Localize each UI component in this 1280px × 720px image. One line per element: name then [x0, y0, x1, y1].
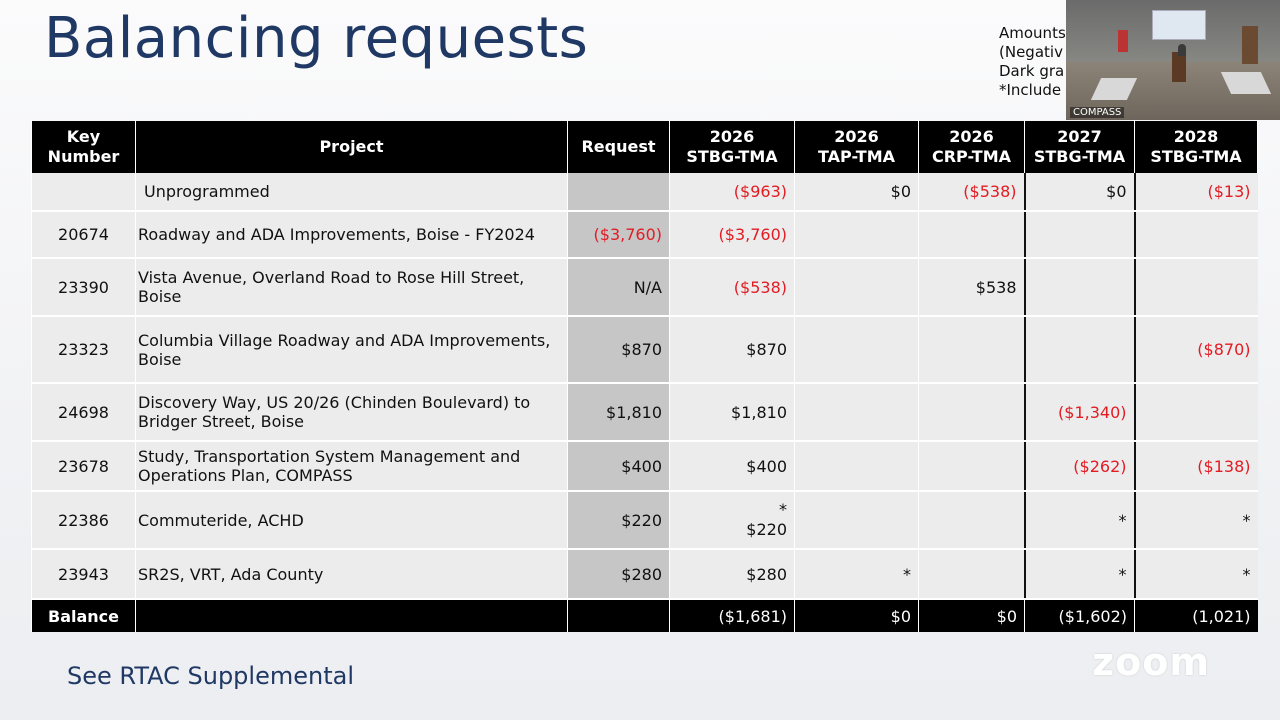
- cell-request: [568, 173, 670, 211]
- cell-request: $870: [568, 316, 670, 383]
- footnote-star: *: [779, 500, 787, 519]
- rtac-supplemental-link[interactable]: See RTAC Supplemental: [67, 662, 354, 690]
- header-project: Project: [136, 121, 568, 173]
- cell-2027-stbg: *: [1025, 491, 1135, 549]
- cell-2027-stbg: ($262): [1025, 441, 1135, 491]
- cell-key: 23678: [32, 441, 136, 491]
- cell-project: Study, Transportation System Management and Operations Plan, COMPASS: [136, 441, 568, 491]
- cell-key: 23323: [32, 316, 136, 383]
- cell-request: $280: [568, 549, 670, 599]
- cell-2026-tap: *: [795, 549, 919, 599]
- note-line: Amounts: [999, 24, 1066, 42]
- cell-request: [568, 599, 670, 632]
- slide-notes: [999, 24, 1066, 100]
- cell-key: 20674: [32, 211, 136, 258]
- header-2026-stbg-tma: 2026 STBG-TMA: [670, 121, 795, 173]
- note-line: Dark gra: [999, 62, 1065, 80]
- table-row: [32, 383, 1258, 441]
- cell-project: [136, 599, 568, 632]
- cell-2027-stbg: [1025, 211, 1135, 258]
- header-request: Request: [568, 121, 670, 173]
- cell-request: $220: [568, 491, 670, 549]
- cell-project: Vista Avenue, Overland Road to Rose Hill Street, Boise: [136, 258, 568, 316]
- cell-2028-stbg: [1135, 383, 1258, 441]
- table-row: [32, 211, 1258, 258]
- cell-request: $400: [568, 441, 670, 491]
- balance-2026-crp: $0: [919, 599, 1025, 632]
- balance-row: [32, 599, 1258, 632]
- cell-2026-crp: [919, 383, 1025, 441]
- cell-2026-stbg: ($3,760): [670, 211, 795, 258]
- balance-2026-tap: $0: [795, 599, 919, 632]
- cell-key: 24698: [32, 383, 136, 441]
- cell-2027-stbg: $0: [1025, 173, 1135, 211]
- cell-2028-stbg: *: [1135, 549, 1258, 599]
- cell-2026-crp: [919, 316, 1025, 383]
- video-person: [1178, 44, 1186, 56]
- cell-project: Unprogrammed: [136, 173, 568, 211]
- cell-2027-stbg: *: [1025, 549, 1135, 599]
- cell-2026-stbg: ($538): [670, 258, 795, 316]
- note-line: (Negativ: [999, 43, 1063, 61]
- cell-key: [32, 173, 136, 211]
- cell-2026-stbg: $870: [670, 316, 795, 383]
- cell-2028-stbg: *: [1135, 491, 1258, 549]
- cell-2026-tap: [795, 316, 919, 383]
- cell-2026-stbg: [670, 491, 795, 549]
- cell-2028-stbg: ($138): [1135, 441, 1258, 491]
- header-2027-stbg-tma: 2027 STBG-TMA: [1025, 121, 1135, 173]
- cell-project: Commuteride, ACHD: [136, 491, 568, 549]
- video-projection-screen: [1152, 10, 1206, 40]
- cell-2026-stbg: ($963): [670, 173, 795, 211]
- balancing-table: [31, 121, 1258, 632]
- note-line: *Include: [999, 81, 1062, 99]
- cell-2026-stbg: $400: [670, 441, 795, 491]
- cell-2028-stbg: ($13): [1135, 173, 1258, 211]
- video-participant-name: COMPASS: [1070, 107, 1124, 118]
- cell-request: ($3,760): [568, 211, 670, 258]
- header-2026-crp-tma: 2026 CRP-TMA: [919, 121, 1025, 173]
- balance-2027-stbg: ($1,602): [1025, 599, 1135, 632]
- participant-video-thumbnail[interactable]: [1066, 0, 1280, 120]
- cell-2026-crp: $538: [919, 258, 1025, 316]
- video-podium: [1172, 52, 1186, 82]
- cell-2026-stbg: $1,810: [670, 383, 795, 441]
- cell-2026-tap: $0: [795, 173, 919, 211]
- cell-2027-stbg: [1025, 258, 1135, 316]
- slide-title: Balancing requests: [44, 6, 589, 71]
- cell-2026-tap: [795, 441, 919, 491]
- header-2026-tap-tma: 2026 TAP-TMA: [795, 121, 919, 173]
- balance-2028-stbg: (1,021): [1135, 599, 1258, 632]
- cell-2026-crp: [919, 441, 1025, 491]
- table-row: [32, 549, 1258, 599]
- cell-2026-stbg: $280: [670, 549, 795, 599]
- cell-2026-crp: [919, 491, 1025, 549]
- video-door: [1242, 26, 1258, 64]
- cell-2026-tap: [795, 383, 919, 441]
- table-row: [32, 173, 1258, 211]
- cell-project: Columbia Village Roadway and ADA Improvements, Boise: [136, 316, 568, 383]
- cell-project: Discovery Way, US 20/26 (Chinden Boulevard) to Bridger Street, Boise: [136, 383, 568, 441]
- balance-2026-stbg: ($1,681): [670, 599, 795, 632]
- table-row: [32, 316, 1258, 383]
- cell-request: N/A: [568, 258, 670, 316]
- cell-key: 23943: [32, 549, 136, 599]
- header-2028-stbg-tma: 2028 STBG-TMA: [1135, 121, 1258, 173]
- cell-project: SR2S, VRT, Ada County: [136, 549, 568, 599]
- cell-2026-crp: [919, 549, 1025, 599]
- balance-label: Balance: [32, 599, 136, 632]
- cell-project: Roadway and ADA Improvements, Boise - FY2024: [136, 211, 568, 258]
- header-key-number: Key Number: [32, 121, 136, 173]
- cell-2026-tap: [795, 258, 919, 316]
- cell-2028-stbg: ($870): [1135, 316, 1258, 383]
- table-header-row: [32, 121, 1258, 173]
- cell-value: $220: [746, 520, 787, 539]
- cell-2026-tap: [795, 491, 919, 549]
- cell-2027-stbg: [1025, 316, 1135, 383]
- cell-2028-stbg: [1135, 211, 1258, 258]
- cell-key: 23390: [32, 258, 136, 316]
- cell-2026-tap: [795, 211, 919, 258]
- cell-request: $1,810: [568, 383, 670, 441]
- cell-2026-crp: ($538): [919, 173, 1025, 211]
- cell-2028-stbg: [1135, 258, 1258, 316]
- cell-2026-crp: [919, 211, 1025, 258]
- cell-key: 22386: [32, 491, 136, 549]
- video-flag: [1118, 30, 1128, 52]
- table-row: [32, 441, 1258, 491]
- table-row: [32, 491, 1258, 549]
- cell-2027-stbg: ($1,340): [1025, 383, 1135, 441]
- zoom-watermark-logo: zoom: [1092, 640, 1210, 684]
- table-row: [32, 258, 1258, 316]
